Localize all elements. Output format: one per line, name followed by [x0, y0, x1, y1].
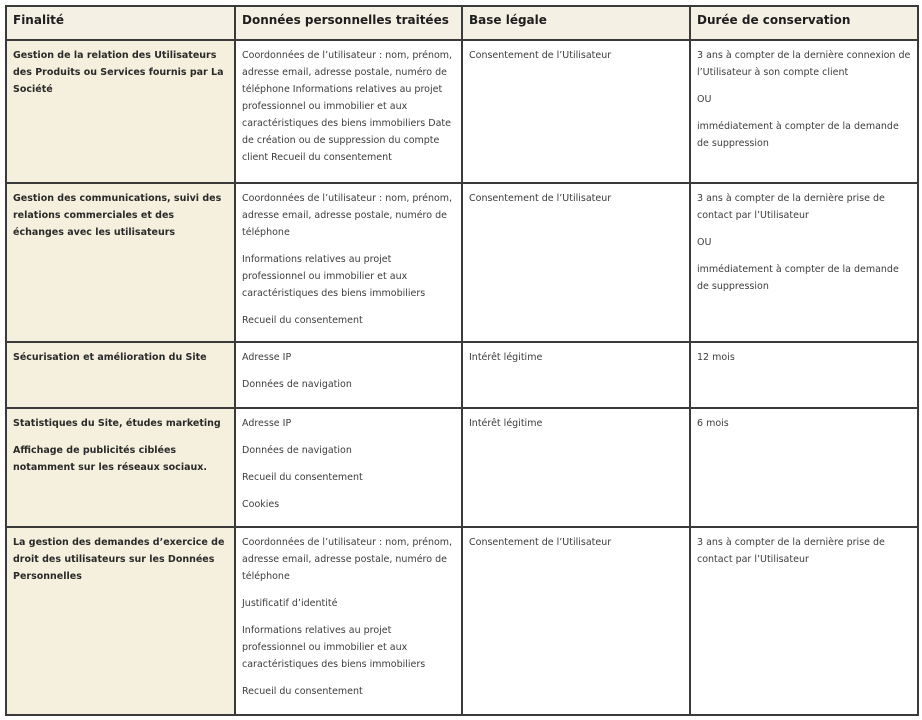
data-cell: [235, 40, 462, 183]
data-cell: [235, 527, 462, 715]
header-purpose: Finalité: [6, 6, 235, 40]
retention-cell: [690, 527, 918, 715]
personal-data-processing-table: [5, 5, 919, 716]
data-cell: [235, 183, 462, 342]
retention-cell: [690, 183, 918, 342]
header-retention: Durée de conservation: [690, 6, 918, 40]
data-text: Adresse IP: [242, 418, 292, 429]
table-row: [6, 527, 918, 715]
data-cell: [235, 342, 462, 408]
legal-basis-cell: [462, 408, 690, 527]
data-text: Données de navigation: [242, 379, 352, 390]
purpose-cell: [6, 342, 235, 408]
purpose-cell: [6, 527, 235, 715]
purpose-text: Statistiques du Site, études marketing: [13, 418, 221, 429]
purpose-text: La gestion des demandes d’exercice de droit des utilisateurs sur les Données Personnelles: [13, 537, 225, 582]
retention-text: 3 ans à compter de la dernière prise de contact par l’Utilisateur: [697, 193, 885, 221]
legal-basis-text: Consentement de l’Utilisateur: [469, 537, 612, 548]
data-text: Données de navigation: [242, 445, 352, 456]
retention-cell: [690, 342, 918, 408]
data-text: Adresse IP: [242, 352, 292, 363]
table-row: [6, 408, 918, 527]
table-row: [6, 183, 918, 342]
legal-basis-text: Consentement de l’Utilisateur: [469, 193, 612, 204]
table-wrapper: [5, 5, 917, 716]
purpose-text: Gestion des communications, suivi des relations commerciales et des échanges avec les utilisateurs: [13, 193, 222, 238]
data-text: Coordonnées de l’utilisateur : nom, prénom, adresse email, adresse postale, numéro de téléphone: [242, 193, 453, 238]
legal-basis-cell: [462, 183, 690, 342]
purpose-text: Gestion de la relation des Utilisateurs des Produits ou Services fournis par La Société: [13, 50, 224, 95]
data-text: Informations relatives au projet professionnel ou immobilier et aux caractéristiques des biens immobiliers: [242, 254, 426, 299]
purpose-text: Sécurisation et amélioration du Site: [13, 352, 207, 363]
retention-text: 3 ans à compter de la dernière prise de contact par l’Utilisateur: [697, 537, 885, 565]
data-text: Informations relatives au projet professionnel ou immobilier et aux caractéristiques des biens immobiliers: [242, 625, 426, 670]
legal-basis-text: Intérêt légitime: [469, 418, 543, 429]
purpose-text: Affichage de publicités ciblées notamment sur les réseaux sociaux.: [13, 445, 207, 473]
legal-basis-text: Intérêt légitime: [469, 352, 543, 363]
purpose-cell: [6, 408, 235, 527]
legal-basis-cell: [462, 527, 690, 715]
retention-text: 3 ans à compter de la dernière connexion de l’Utilisateur à son compte client: [697, 50, 911, 78]
table-row: [6, 342, 918, 408]
data-text: Recueil du consentement: [242, 472, 363, 483]
retention-text: OU: [697, 94, 712, 105]
data-text: Coordonnées de l’utilisateur : nom, prénom, adresse email, adresse postale, numéro de téléphone Informations relatives au projet professionnel ou immobilier et aux caractéristiques des biens immobiliers Date de création ou de suppression du compte client Recueil du consentement: [242, 50, 453, 163]
retention-cell: [690, 408, 918, 527]
data-text: Justificatif d’identité: [242, 598, 338, 609]
header-row: [6, 6, 918, 40]
legal-basis-cell: [462, 342, 690, 408]
data-text: Cookies: [242, 499, 280, 510]
retention-cell: [690, 40, 918, 183]
purpose-cell: [6, 40, 235, 183]
data-cell: [235, 408, 462, 527]
retention-text: immédiatement à compter de la demande de suppression: [697, 121, 899, 149]
header-legal-basis: Base légale: [462, 6, 690, 40]
retention-text: OU: [697, 237, 712, 248]
table-row: [6, 40, 918, 183]
purpose-cell: [6, 183, 235, 342]
data-text: Coordonnées de l’utilisateur : nom, prénom, adresse email, adresse postale, numéro de téléphone: [242, 537, 453, 582]
retention-text: 6 mois: [697, 418, 729, 429]
data-text: Recueil du consentement: [242, 686, 363, 697]
data-text: Recueil du consentement: [242, 315, 363, 326]
retention-text: immédiatement à compter de la demande de suppression: [697, 264, 899, 292]
legal-basis-text: Consentement de l’Utilisateur: [469, 50, 612, 61]
legal-basis-cell: [462, 40, 690, 183]
header-data: Données personnelles traitées: [235, 6, 462, 40]
retention-text: 12 mois: [697, 352, 735, 363]
